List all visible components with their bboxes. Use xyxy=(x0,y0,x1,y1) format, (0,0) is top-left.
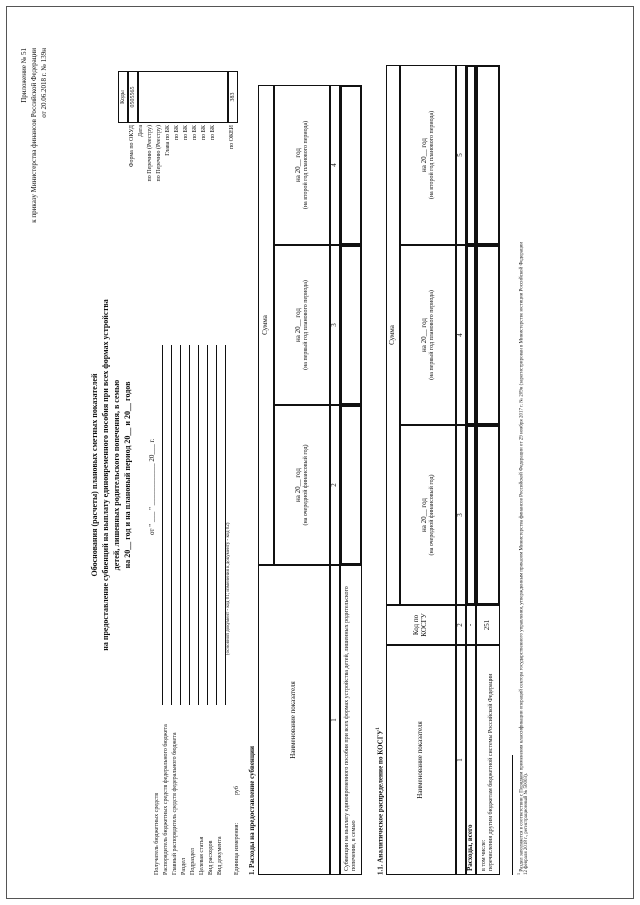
units-value: руб xyxy=(234,786,240,795)
s11-head-y2-sub: (на первый год планового периода) xyxy=(428,290,435,380)
doc-title-l4: на 20__ год и на плановый период 20__ и 20__ годов xyxy=(123,381,132,569)
s1-head-y1 xyxy=(274,405,330,565)
req-4-underline xyxy=(198,345,199,705)
s1-head-y3-label: на 20__ год xyxy=(293,148,302,182)
s11-incl-code: 251 xyxy=(476,605,500,645)
s11-head-sum: Сумма xyxy=(386,65,400,605)
doc-title-l3: детей, лишенных родительского попечения, в семью xyxy=(112,379,121,571)
code-label-3: по Перечню (Реестру) xyxy=(156,125,162,182)
req-5-underline xyxy=(207,345,208,705)
code-label-5: по БК xyxy=(174,125,180,141)
s11-total-label: Расходы, всего xyxy=(466,645,476,875)
req-3: Раздел xyxy=(181,858,187,875)
s11-head-y2 xyxy=(400,245,456,425)
s11-incl-row: перечисления другим бюджетам бюджетной системы Российской Федерации xyxy=(488,673,494,871)
footnote-line2: 12 февраля 2018 г., регистрационный № 50003). xyxy=(524,773,529,875)
code-label-8: по БК xyxy=(201,125,207,141)
s11-incl-y2 xyxy=(476,245,500,425)
s11-head-y3-label: на 20__ год xyxy=(419,138,428,172)
s11-head-y3 xyxy=(400,65,456,245)
units-label: Единица измерения: xyxy=(234,822,240,875)
s1-head-y3-sub: (на второй год планового периода) xyxy=(302,120,309,210)
req-5: Целевая статья xyxy=(199,836,205,875)
s11-incl-label: в том числе: xyxy=(481,839,488,871)
s11-num-1: 1 xyxy=(456,645,466,875)
s11-incl-cell xyxy=(476,645,500,875)
code-label-7: по БК xyxy=(192,125,198,141)
s1-row-y1 xyxy=(340,405,362,565)
s11-total-y1 xyxy=(466,425,476,605)
okei-label: по ОКЕИ xyxy=(229,125,235,150)
s1-row-y3 xyxy=(340,85,362,245)
s11-total-y3 xyxy=(466,65,476,245)
s11-num-5: 5 xyxy=(456,65,466,245)
s11-num-3: 3 xyxy=(456,425,466,605)
s11-head-code: Код по КОСГУ xyxy=(386,605,456,645)
req-3-underline xyxy=(189,345,190,705)
code-label-6: по БК xyxy=(183,125,189,141)
s11-total-y2 xyxy=(466,245,476,425)
section1-title: 1. Расходы на предоставление субвенции xyxy=(248,745,256,875)
s1-num-1: 1 xyxy=(330,565,340,875)
req-0-underline xyxy=(162,345,163,705)
s11-head-y1 xyxy=(400,425,456,605)
s11-incl-y3 xyxy=(476,65,500,245)
footnote-text1: Раздел заполняется в соответствии с Порядком применения классификации операций сектора государственного управления, утвержденным приказом Министерства финансов Российской Федерации от 29 ноября 2017 г. № 209н (зарегистрирован в Министерстве юстиции Российской Федерации xyxy=(519,241,525,872)
codes-okud: 0505565 xyxy=(128,71,138,123)
req-4: Подраздел xyxy=(190,848,196,875)
req-6: Вид расходов xyxy=(208,840,214,875)
s11-num-2: 2 xyxy=(456,605,466,645)
s1-row-label: Субвенции на выплату единовременного пособия при всех формах устройства детей, лишенных родительского попечения, в семью xyxy=(340,565,362,875)
s1-num-3: 3 xyxy=(330,245,340,405)
code-label-4: Глава по БК xyxy=(165,125,171,156)
doc-type-note: (основной документ - код 01; изменения к документу - код 02) xyxy=(226,522,231,655)
s1-head-y1-sub: (на очередной финансовый год) xyxy=(302,444,309,526)
s1-num-2: 2 xyxy=(330,405,340,565)
s11-head-name: Наименование показателя xyxy=(386,645,456,875)
code-label-1: Дата xyxy=(138,125,144,137)
req-6-underline xyxy=(216,345,217,705)
s1-head-y2-sub: (на первый год планового периода) xyxy=(302,280,309,370)
doc-title-l2: на предоставление субвенций на выплату единовременного пособия при всех формах устройства xyxy=(101,299,110,651)
s1-head-y2 xyxy=(274,245,330,405)
section11-title-sup: 1 xyxy=(376,727,381,730)
s1-num-4: 4 xyxy=(330,85,340,245)
section11-title xyxy=(376,727,384,875)
codes-header: Коды xyxy=(118,71,128,123)
s1-head-y2-label: на 20__ год xyxy=(293,308,302,342)
code-label-2: по Перечню (Реестру) xyxy=(147,125,153,182)
s1-head-y3 xyxy=(274,85,330,245)
s11-num-4: 4 xyxy=(456,245,466,425)
s11-head-y1-label: на 20__ год xyxy=(419,498,428,532)
s11-head-y2-label: на 20__ год xyxy=(419,318,428,352)
appendix-line1: к приказу Министерства финансов Российской Федерации xyxy=(30,48,38,223)
req-2-underline xyxy=(180,345,181,705)
req-0: Получатель бюджетных средств xyxy=(154,792,160,875)
appendix-line2: от 20.06.2018 г. № 139н xyxy=(40,48,48,118)
s1-head-y1-label: на 20__ год xyxy=(293,468,302,502)
date-line: от " ___ " ____________ 20___ г. xyxy=(148,438,156,535)
code-label-9: по БК xyxy=(210,125,216,141)
code-label-0: Форма по ОКУД xyxy=(129,125,135,168)
req-7: Вид документа xyxy=(217,836,223,875)
s1-row-y2 xyxy=(340,245,362,405)
doc-title-l1: Обоснования (расчеты) плановых сметных показателей xyxy=(90,373,99,577)
section11-title-text: 1.1. Аналитическое распределение по КОСГУ xyxy=(376,729,385,875)
s1-head-name: Наименование показателя xyxy=(258,565,330,875)
req-2: Главный распорядитель средств федерального бюджета xyxy=(172,732,178,875)
appendix-title: Приложение № 51 xyxy=(20,48,28,103)
s11-total-code: - xyxy=(466,605,476,645)
s11-incl-y1 xyxy=(476,425,500,605)
codes-values-block xyxy=(138,71,228,123)
req-1: Распорядитель бюджетных средств федерального бюджета xyxy=(163,724,169,875)
s1-head-sum: Сумма xyxy=(258,85,274,565)
req-1-underline xyxy=(171,345,172,705)
s11-head-y1-sub: (на очередной финансовый год) xyxy=(428,474,435,556)
codes-okei: 383 xyxy=(228,71,238,123)
footnote-separator xyxy=(512,755,513,875)
s11-head-y3-sub: (на второй год планового периода) xyxy=(428,110,435,200)
footnote-sup: 1 xyxy=(516,872,521,875)
